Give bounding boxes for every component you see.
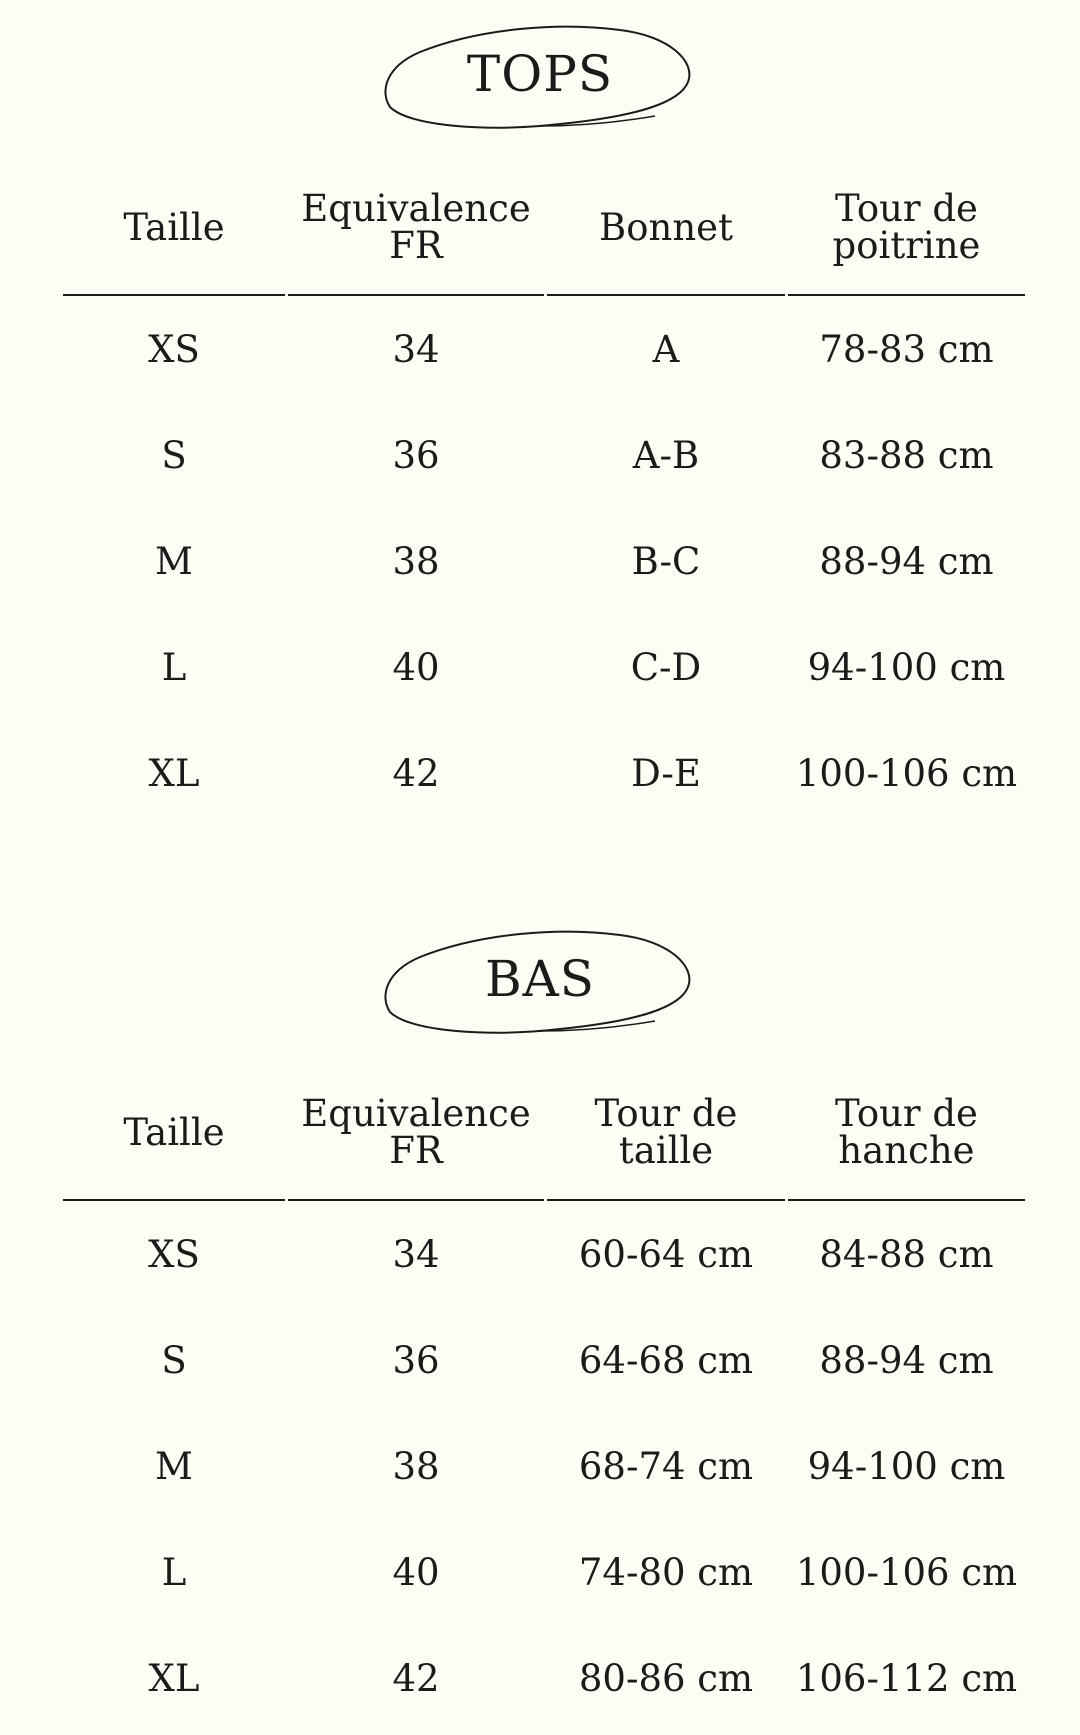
table-row: [63, 1201, 1025, 1307]
header-line: hanche: [838, 1129, 975, 1172]
cell-bonnet: B-C: [631, 539, 701, 583]
cell-poitrine: 94-100 cm: [807, 645, 1006, 689]
cell-bonnet: D-E: [631, 751, 701, 795]
table-row: [63, 1519, 1025, 1625]
bas-title: BAS: [484, 950, 596, 1008]
header-tour-de-hanche: [788, 1065, 1025, 1201]
header-line: Bonnet: [599, 205, 733, 249]
table-row: [63, 614, 1025, 720]
cell-poitrine: 83-88 cm: [819, 433, 994, 477]
header-line: FR: [389, 224, 443, 267]
tops-title: TOPS: [466, 45, 614, 103]
cell-size: L: [161, 1550, 187, 1594]
cell-hanche: 100-106 cm: [795, 1550, 1018, 1594]
header-equivalence-fr: [288, 1065, 544, 1201]
cell-fr: 42: [392, 751, 440, 795]
table-row: [63, 1625, 1025, 1731]
table-header-row: [63, 1065, 1025, 1201]
cell-size: XS: [148, 327, 200, 371]
header-line: Taille: [123, 1110, 225, 1154]
cell-poitrine: 100-106 cm: [795, 751, 1018, 795]
cell-size: M: [155, 539, 193, 583]
cell-hanche: 94-100 cm: [807, 1444, 1006, 1488]
cell-fr: 34: [392, 327, 440, 371]
header-tour-de-poitrine: [788, 160, 1025, 296]
header-line: Equivalence: [301, 187, 531, 230]
cell-size: S: [161, 433, 187, 477]
bas-size-table: [60, 1065, 1028, 1731]
header-bonnet: [547, 160, 785, 296]
header-tour-de-taille: [547, 1065, 785, 1201]
cell-fr: 40: [392, 1550, 440, 1594]
header-line: poitrine: [832, 224, 981, 267]
cell-size: XL: [148, 751, 200, 795]
cell-hanche: 88-94 cm: [819, 1338, 994, 1382]
header-line: Tour de: [835, 187, 978, 230]
cell-hanche: 84-88 cm: [819, 1232, 994, 1276]
header-taille: [63, 160, 285, 296]
bas-title-badge: [380, 927, 700, 1047]
cell-taille: 64-68 cm: [578, 1338, 754, 1382]
cell-bonnet: A-B: [632, 433, 700, 477]
cell-fr: 36: [392, 1338, 440, 1382]
cell-fr: 36: [392, 433, 440, 477]
table-row: [63, 720, 1025, 826]
tops-size-table: [60, 160, 1028, 826]
cell-poitrine: 88-94 cm: [819, 539, 994, 583]
cell-size: M: [155, 1444, 193, 1488]
table-row: [63, 296, 1025, 402]
cell-fr: 38: [392, 539, 440, 583]
cell-fr: 34: [392, 1232, 440, 1276]
header-line: Taille: [123, 205, 225, 249]
table-row: [63, 402, 1025, 508]
cell-bonnet: C-D: [630, 645, 702, 689]
header-taille: [63, 1065, 285, 1201]
table-row: [63, 1413, 1025, 1519]
cell-taille: 80-86 cm: [578, 1656, 754, 1700]
cell-taille: 60-64 cm: [578, 1232, 754, 1276]
header-line: Equivalence: [301, 1092, 531, 1135]
header-line: taille: [618, 1129, 714, 1172]
cell-fr: 40: [392, 645, 440, 689]
cell-size: L: [161, 645, 187, 689]
header-line: Tour de: [835, 1092, 978, 1135]
header-line: FR: [389, 1129, 443, 1172]
header-line: Tour de: [594, 1092, 738, 1135]
cell-size: XS: [148, 1232, 200, 1276]
cell-taille: 68-74 cm: [578, 1444, 754, 1488]
cell-size: XL: [148, 1656, 200, 1700]
table-row: [63, 508, 1025, 614]
cell-hanche: 106-112 cm: [795, 1656, 1018, 1700]
tops-title-badge: [380, 22, 700, 142]
cell-size: S: [161, 1338, 187, 1382]
cell-taille: 74-80 cm: [578, 1550, 754, 1594]
table-header-row: [63, 160, 1025, 296]
cell-fr: 42: [392, 1656, 440, 1700]
cell-fr: 38: [392, 1444, 440, 1488]
cell-poitrine: 78-83 cm: [819, 327, 994, 371]
cell-bonnet: A: [652, 327, 680, 371]
header-equivalence-fr: [288, 160, 544, 296]
table-row: [63, 1307, 1025, 1413]
